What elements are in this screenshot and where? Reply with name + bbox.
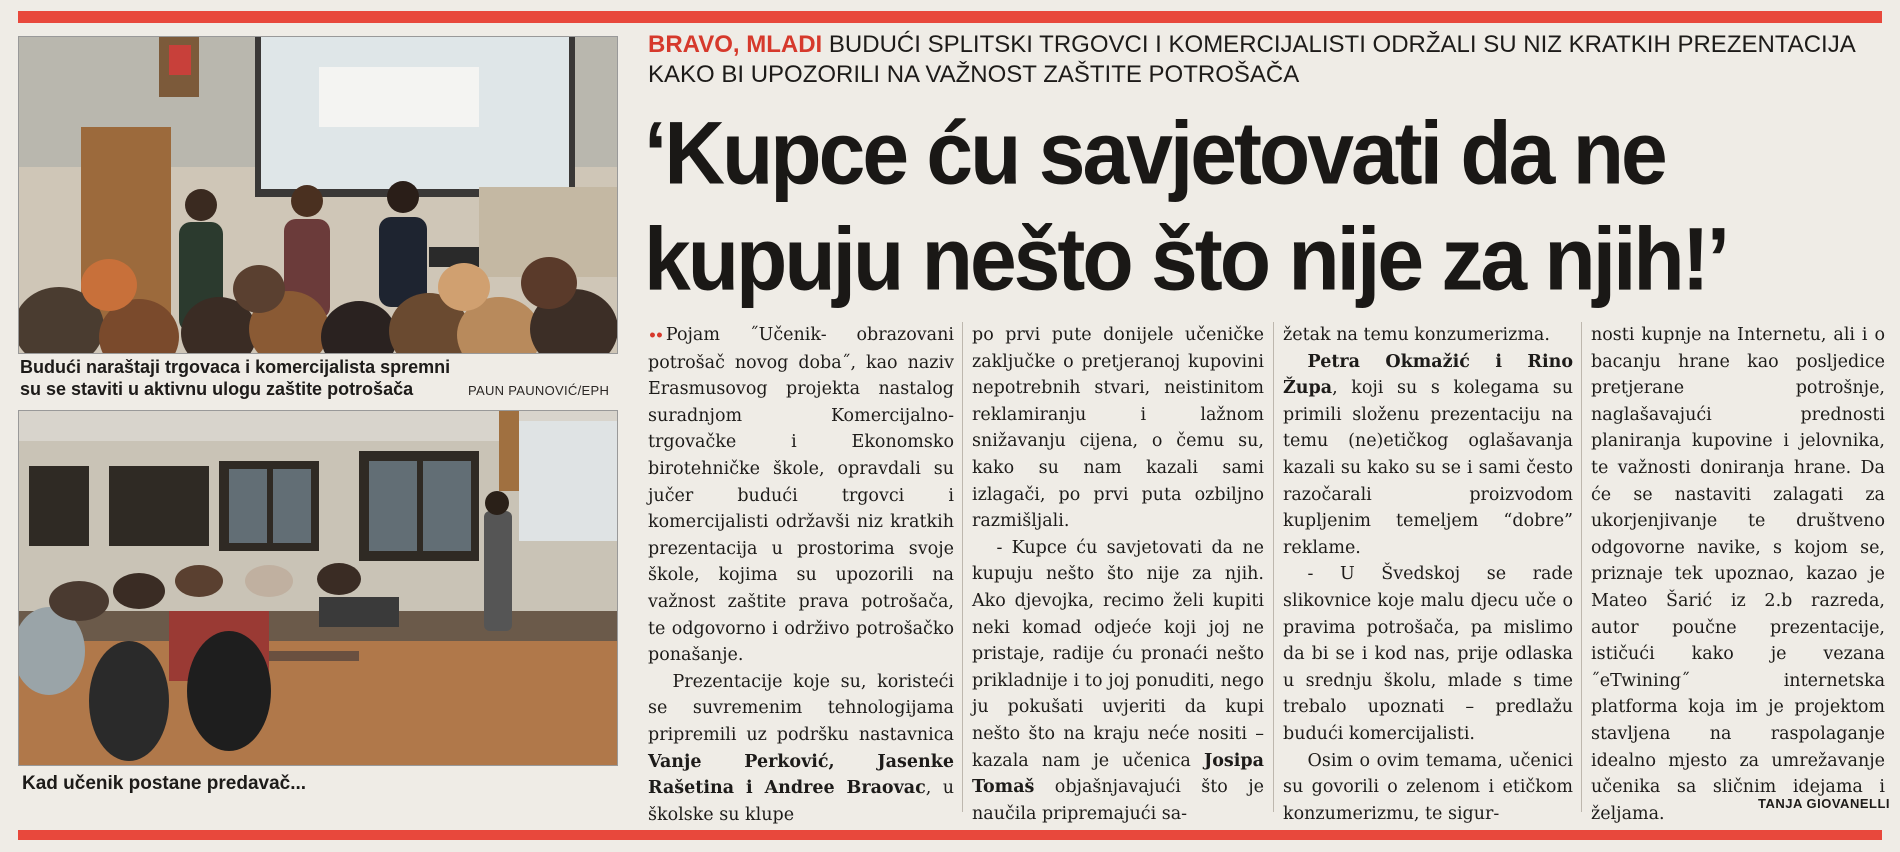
paragraph-6-continued: nosti kupnje na Internetu, ali i o bacanju hrane kao posljedice pretjerane potrošnje, naglašavajući prednosti planiranja kupovine i jelovnika, te važnosti doniranja hrane. Da će se nastaviti zalagati za ukorjenjivanje te društveno odgovorne navike, s kojom se, priznaje tek upoznao, kazao je Mateo Šarić iz 2.b razreda, autor poučne prezentacije, ističući kako je vezana ˝eTwining˝ internetska platforma koja im je projektom stavljena na raspolaganje idealno mjesto za umrežavanje učenika sa sličnim idejama i željama.: [1591, 325, 1885, 824]
student-name: Josipa Tomaš: [972, 750, 1264, 798]
paragraph-2-text-a: Prezentacije koje su, koristeći se suvremenim tehnologijama pripremili uz podršku nastavnica: [648, 671, 954, 745]
paragraph-5: - U Švedskoj se rade slikovnice koje malu djecu uče o pravima potrošača, pa mislimo da bi se i kod nas, prije odlaska u srednju školu, mlade s time trebalo upoznati – predlažu budući komercijalisti.: [1283, 564, 1573, 744]
paragraph-3-end: objašnjavajući što je naučila pripremajući sa-: [972, 777, 1264, 824]
paragraph-1-text: Pojam ˝Učenik- obrazovani potrošač novog doba˝, kao naziv Erasmusovog projekta nastalog suradnjom Komercijalno-trgovačke i Ekonomsko birotehničke škole, opravdali su jučer budući trgovci i komercijalisti održavši niz kratkih prezentacija u prostorima svoje škole, kojima su upozorili na važnost zaštite prava potrošača, te odgovorno i održivo potrošačko ponašanje.: [648, 325, 954, 666]
article-column-1: [648, 322, 954, 825]
column-divider: [1273, 322, 1274, 812]
article-byline: TANJA GIOVANELLI: [1758, 796, 1890, 811]
article-headline: ‘Kupce ću savjetovati da ne kupuju nešto što nije za njih!’: [644, 103, 1728, 309]
photo1-credit: PAUN PAUNOVIĆ/EPH: [468, 383, 610, 398]
paragraph-2: [648, 669, 954, 829]
paragraph-3-text-a: - Kupce ću savjetovati da ne kupuju nešto što nije za njih. Ako djevojka, recimo želi kupiti neki komad odjeće koji joj ne pristaje, radije ću pronaći nešto prikladnije i to joj ponuditi, nego ju pokušati uvjeriti da kupi nešto što na kraju neće nositi – kazala nam je učenica: [972, 537, 1264, 771]
column-divider: [962, 322, 963, 812]
article-kicker: [648, 30, 1868, 90]
article-column-4: [1591, 322, 1885, 822]
classroom-presentation-photo: [18, 36, 618, 354]
paragraph-2-continued: po prvi pute donijele učeničke zaključke o pretjeranoj kupovini nepotrebnih stvari, neistinitom reklamiranju i lažnom snižavanju cijena, o čemu su, kako su nam kazali sami izlagači, po prvi puta ozbiljno razmišljali.: [972, 325, 1264, 532]
column-divider: [1581, 322, 1582, 812]
paragraph-4: [1283, 349, 1573, 562]
paragraph-3: [972, 535, 1264, 828]
photo-illustration-2: [19, 411, 618, 766]
student-names: Petra Okmažić i Rino Župa: [1283, 351, 1573, 399]
kicker-text: BUDUĆI SPLITSKI TRGOVCI I KOMERCIJALISTI ODRŽALI SU NIZ KRATKIH PREZENTACIJA KAKO BI UPOZORILI NA VAŽNOST ZAŠTITE POTROŠAČA: [648, 31, 1855, 88]
kicker-red-label: BRAVO, MLADI: [648, 31, 823, 58]
student-presenter-photo: [18, 410, 618, 766]
paragraph-6-start: Osim o ovim temama, učenici su govorili o zelenom i etičkom konzumerizmu, te sigur-: [1283, 750, 1573, 824]
article-column-2: [972, 322, 1264, 822]
red-bullet-icon: ••: [648, 328, 662, 344]
article-column-3: [1283, 322, 1573, 822]
paragraph-4-text: , koji su s kolegama su primili složenu prezentaciju na temu (ne)etičkog oglašavanja kazali su kako su se i sami često razočarali proizvodom kupljenim temeljem “dobre” reklame.: [1283, 378, 1573, 558]
top-red-rule: [18, 11, 1882, 23]
paragraph-2-text-b-start: , u školske su klupe: [648, 778, 954, 825]
paragraph-1: [648, 322, 954, 669]
bottom-red-rule: [18, 830, 1882, 840]
photo2-caption: Kad učenik postane predavač...: [22, 773, 307, 794]
paragraph-3-continued: žetak na temu konzumerizma.: [1283, 325, 1550, 345]
photo1-caption: Budući naraštaji trgovaca i komercijalista spremni su se staviti u aktivnu ulogu zaštite potrošača: [20, 357, 451, 399]
photo-illustration-1: [19, 37, 618, 354]
teacher-names: Vanje Perković, Jasenke Rašetina i Andree Braovac: [648, 751, 954, 799]
